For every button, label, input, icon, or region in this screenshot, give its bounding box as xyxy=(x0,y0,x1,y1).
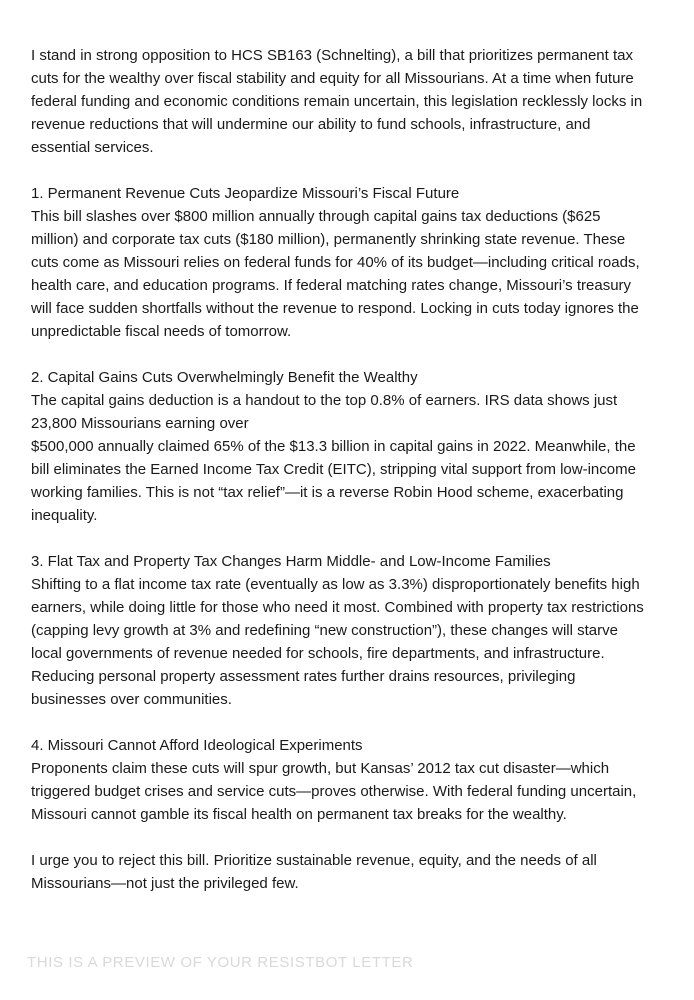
text-line: revenue reductions that will undermine our ability to fund schools, infrastructure, and xyxy=(31,116,591,133)
text-line: essential services. xyxy=(31,139,154,156)
intro-paragraph xyxy=(31,44,671,159)
section-heading: 4. Missouri Cannot Afford Ideological Experiments xyxy=(31,737,363,754)
section-3-paragraph xyxy=(31,550,671,711)
section-heading: 2. Capital Gains Cuts Overwhelmingly Benefit the Wealthy xyxy=(31,369,418,386)
text-line: This bill slashes over $800 million annually through capital gains tax deductions ($625 xyxy=(31,208,601,225)
section-1-paragraph xyxy=(31,182,671,343)
text-line: Shifting to a flat income tax rate (eventually as low as 3.3%) disproportionately benefits high xyxy=(31,576,640,593)
text-line: earners, while doing little for those who need it most. Combined with property tax restrictions xyxy=(31,599,644,616)
text-line: million) and corporate tax cuts ($180 million), permanently shrinking state revenue. These xyxy=(31,231,626,248)
text-line: I stand in strong opposition to HCS SB163 (Schnelting), a bill that prioritizes permanent tax xyxy=(31,47,633,64)
text-line: federal funding and economic conditions remain uncertain, this legislation recklessly locks in xyxy=(31,93,643,110)
text-line: health care, and education programs. If federal matching rates change, Missouri’s treasury xyxy=(31,277,632,294)
text-line: inequality. xyxy=(31,507,98,524)
text-line: 23,800 Missourians earning over xyxy=(31,415,249,432)
text-line: businesses over communities. xyxy=(31,691,232,708)
text-line: Proponents claim these cuts will spur growth, but Kansas’ 2012 tax cut disaster—which xyxy=(31,760,610,777)
text-line: Missourians—not just the privileged few. xyxy=(31,875,299,892)
section-4-paragraph xyxy=(31,734,671,826)
closing-paragraph xyxy=(31,849,671,895)
text-line: working families. This is not “tax relief”—it is a reverse Robin Hood scheme, exacerbating xyxy=(31,484,624,501)
text-line: bill eliminates the Earned Income Tax Credit (EITC), stripping vital support from low-income xyxy=(31,461,636,478)
text-line: local governments of revenue needed for schools, fire departments, and infrastructure. xyxy=(31,645,605,662)
text-line: unpredictable fiscal needs of tomorrow. xyxy=(31,323,292,340)
text-line: cuts for the wealthy over fiscal stability and equity for all Missourians. At a time when future xyxy=(31,70,634,87)
text-line: $500,000 annually claimed 65% of the $13.3 billion in capital gains in 2022. Meanwhile, the xyxy=(31,438,636,455)
section-heading: 1. Permanent Revenue Cuts Jeopardize Missouri’s Fiscal Future xyxy=(31,185,460,202)
section-heading: 3. Flat Tax and Property Tax Changes Harm Middle- and Low-Income Families xyxy=(31,553,551,570)
text-line: Reducing personal property assessment rates further drains resources, privileging xyxy=(31,668,576,685)
text-line: The capital gains deduction is a handout to the top 0.8% of earners. IRS data shows just xyxy=(31,392,618,409)
section-2-paragraph xyxy=(31,366,671,527)
text-line: will face sudden shortfalls without the revenue to respond. Locking in cuts today ignores the xyxy=(31,300,639,317)
text-line: (capping levy growth at 3% and redefining “new construction”), these changes will starve xyxy=(31,622,618,639)
text-line: triggered budget crises and service cuts—proves otherwise. With federal funding uncertain, xyxy=(31,783,637,800)
text-line: I urge you to reject this bill. Prioritize sustainable revenue, equity, and the needs of all xyxy=(31,852,597,869)
text-line: Missouri cannot gamble its fiscal health on permanent tax breaks for the wealthy. xyxy=(31,806,567,823)
letter-body xyxy=(31,44,671,918)
text-line: cuts come as Missouri relies on federal funds for 40% of its budget—including critical roads, xyxy=(31,254,640,271)
preview-notice: THIS IS A PREVIEW OF YOUR RESISTBOT LETTER xyxy=(27,954,414,971)
